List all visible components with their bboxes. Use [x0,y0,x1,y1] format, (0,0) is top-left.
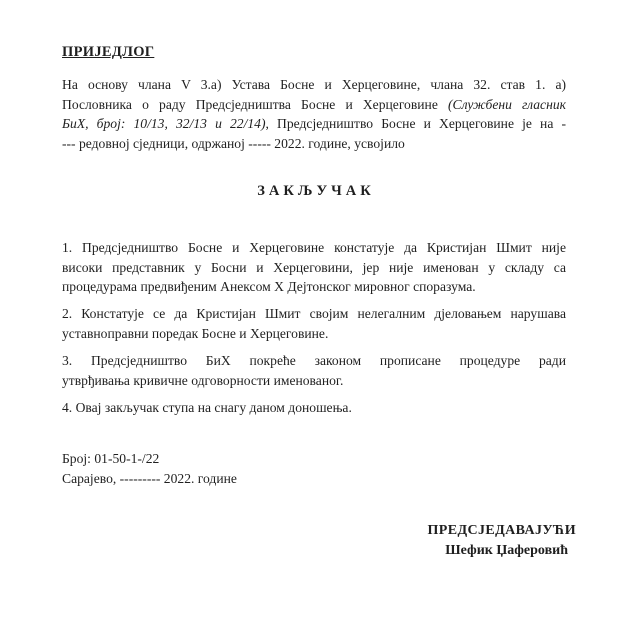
document-heading: ПРИЈЕДЛОГ [62,44,155,60]
intro-line-1: На основу члана V 3.а) Устава Босне и Херцеговине, члана 32. став 1. а) [62,77,566,92]
conclusion-item-3 [62,351,566,390]
document-reference [62,449,237,488]
item-2-line-2: уставноправни поредак Босне и Херцеговине. [62,325,329,341]
intro-line-4: --- редовној сједници, одржаној ----- 2022. године, усвојило [62,135,405,151]
item-4-line-1: 4. Овај закључак ступа на снагу даном доношења. [62,400,352,415]
item-2-line-1: 2. Констатује се да Кристијан Шмит својим нелегалним дјеловањем нарушава [62,306,566,321]
reference-place-date: Сарајево, --------- 2022. године [62,470,237,486]
reference-number: Број: 01-50-1-/22 [62,451,160,466]
intro-line-3-text: , Предсједништво Босне и Херцеговине је на - [265,116,567,131]
conclusion-title: ЗАКЉУЧАК [257,183,375,199]
intro-line-2-italic: (Службени гласник [448,96,566,112]
intro-paragraph [62,75,566,153]
signature-title: ПРЕДСЈЕДАВАЈУЋИ [427,523,576,538]
intro-line-2-text: Пословника о раду Предсједништва Босне и Херцеговине [62,96,438,112]
intro-line-2 [62,95,566,115]
signature-name: Шефик Џаферовић [445,543,568,558]
item-3-line-2: утврђивања кривичне одговорности именованог. [62,372,344,388]
item-1-line-1: 1. Предсједништво Босне и Херцеговине констатује да Кристијан Шмит није [62,240,566,255]
conclusion-item-2 [62,304,566,343]
intro-line-3 [62,114,566,134]
item-1-line-3: процедурама предвиђеним Анексом X Дејтонског мировног споразума. [62,279,476,294]
conclusion-item-1 [62,238,566,297]
intro-line-3-italic: БиХ, број: 10/13, 32/13 и 22/14) [62,116,266,131]
signature-block [427,521,576,561]
item-3-line-1: 3. Предсједништво БиХ покреће законом прописане процедуре ради [62,353,566,368]
conclusion-item-4 [62,398,566,418]
item-1-line-2: високи представник у Босни и Херцеговини, јер није именован у складу са [62,259,566,275]
